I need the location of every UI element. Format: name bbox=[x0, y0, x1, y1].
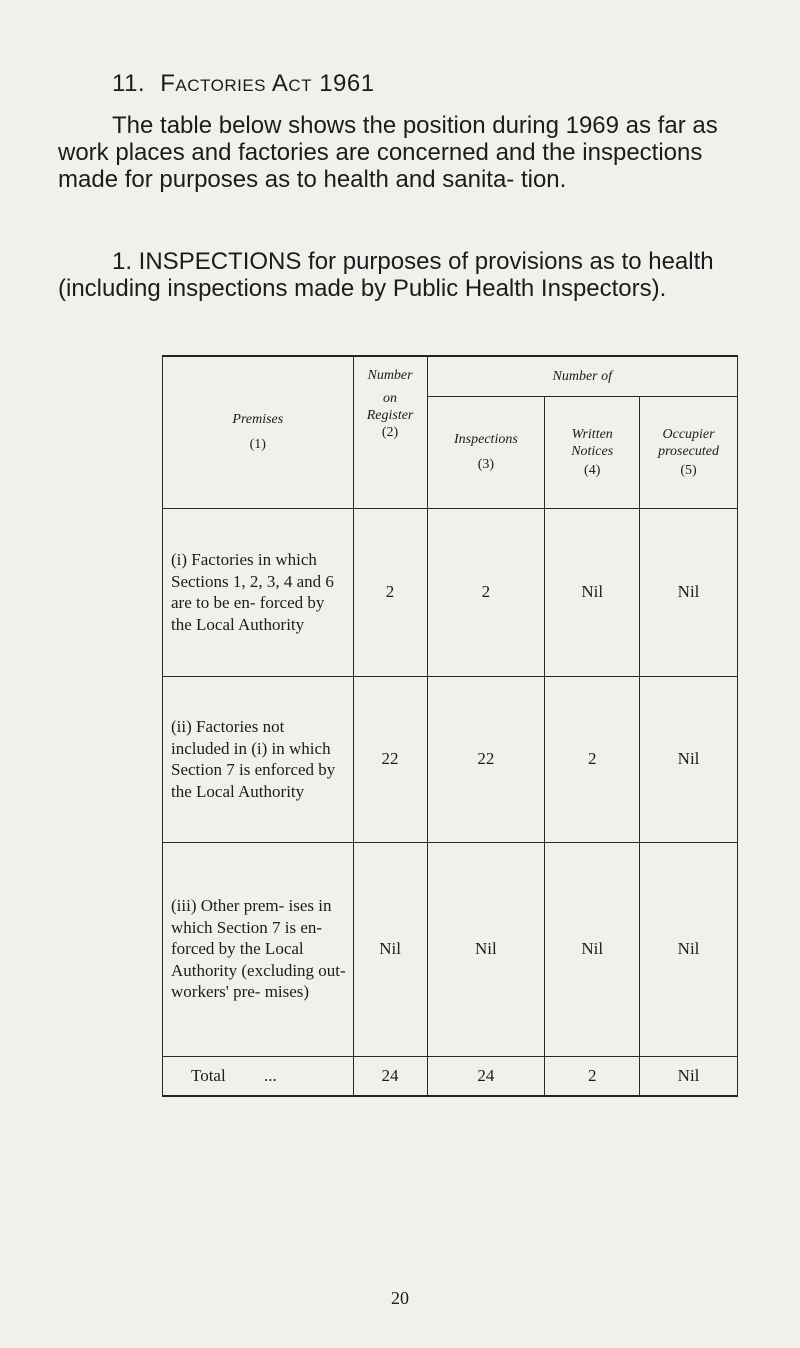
table-row bbox=[163, 508, 738, 676]
notices-cell: Nil bbox=[545, 508, 640, 676]
notices-cell: Nil bbox=[545, 842, 640, 1056]
header-inspections: Inspections (3) bbox=[427, 396, 545, 508]
inspections-cell: Nil bbox=[427, 842, 545, 1056]
total-notices-cell: 2 bbox=[545, 1056, 640, 1096]
inspections-cell: 2 bbox=[427, 508, 545, 676]
prosecuted-cell: Nil bbox=[640, 842, 738, 1056]
total-inspections-cell: 24 bbox=[427, 1056, 545, 1096]
section-heading bbox=[112, 70, 375, 98]
total-row bbox=[163, 1056, 738, 1096]
prosecuted-cell: Nil bbox=[640, 508, 738, 676]
inspections-table bbox=[162, 355, 738, 1097]
header-occupier-prosecuted: Occupier prosecuted (5) bbox=[640, 396, 738, 508]
section-title: Factories Act 1961 bbox=[160, 70, 375, 97]
premises-cell: (i) Factories in which Sections 1, 2, 3, 4 and 6 are to be en- forced by the Local Authority bbox=[163, 508, 354, 676]
premises-cell: (ii) Factories not included in (i) in which Section 7 is enforced by the Local Authority bbox=[163, 676, 354, 842]
inspections-subheading: 1. INSPECTIONS for purposes of provisions as to health (including inspections made by Public Health Inspectors). bbox=[58, 248, 714, 302]
table-row bbox=[163, 842, 738, 1056]
register-cell: 22 bbox=[353, 676, 427, 842]
header-premises: Premises (1) bbox=[163, 356, 354, 508]
header-number-of: Number of bbox=[427, 356, 738, 396]
register-cell: Nil bbox=[353, 842, 427, 1056]
register-cell: 2 bbox=[353, 508, 427, 676]
inspections-cell: 22 bbox=[427, 676, 545, 842]
total-label-cell: Total ... bbox=[163, 1056, 354, 1096]
prosecuted-cell: Nil bbox=[640, 676, 738, 842]
header-register: Number on Register (2) bbox=[353, 356, 427, 508]
header-written-notices: Written Notices (4) bbox=[545, 396, 640, 508]
intro-paragraph: The table below shows the position during 1969 as far as work places and factories are concerned and the inspections made for purposes as to health and sanita- tion. bbox=[58, 112, 718, 193]
section-number: 11. bbox=[112, 70, 146, 97]
notices-cell: 2 bbox=[545, 676, 640, 842]
total-register-cell: 24 bbox=[353, 1056, 427, 1096]
page-number: 20 bbox=[391, 1288, 409, 1308]
table-row bbox=[163, 676, 738, 842]
premises-cell: (iii) Other prem- ises in which Section 7 is en- forced by the Local Authority (excluding out- workers' pre- mises) bbox=[163, 842, 354, 1056]
total-prosecuted-cell: Nil bbox=[640, 1056, 738, 1096]
header-row-1 bbox=[163, 356, 738, 396]
total-leader-dots: ... bbox=[263, 1065, 277, 1085]
